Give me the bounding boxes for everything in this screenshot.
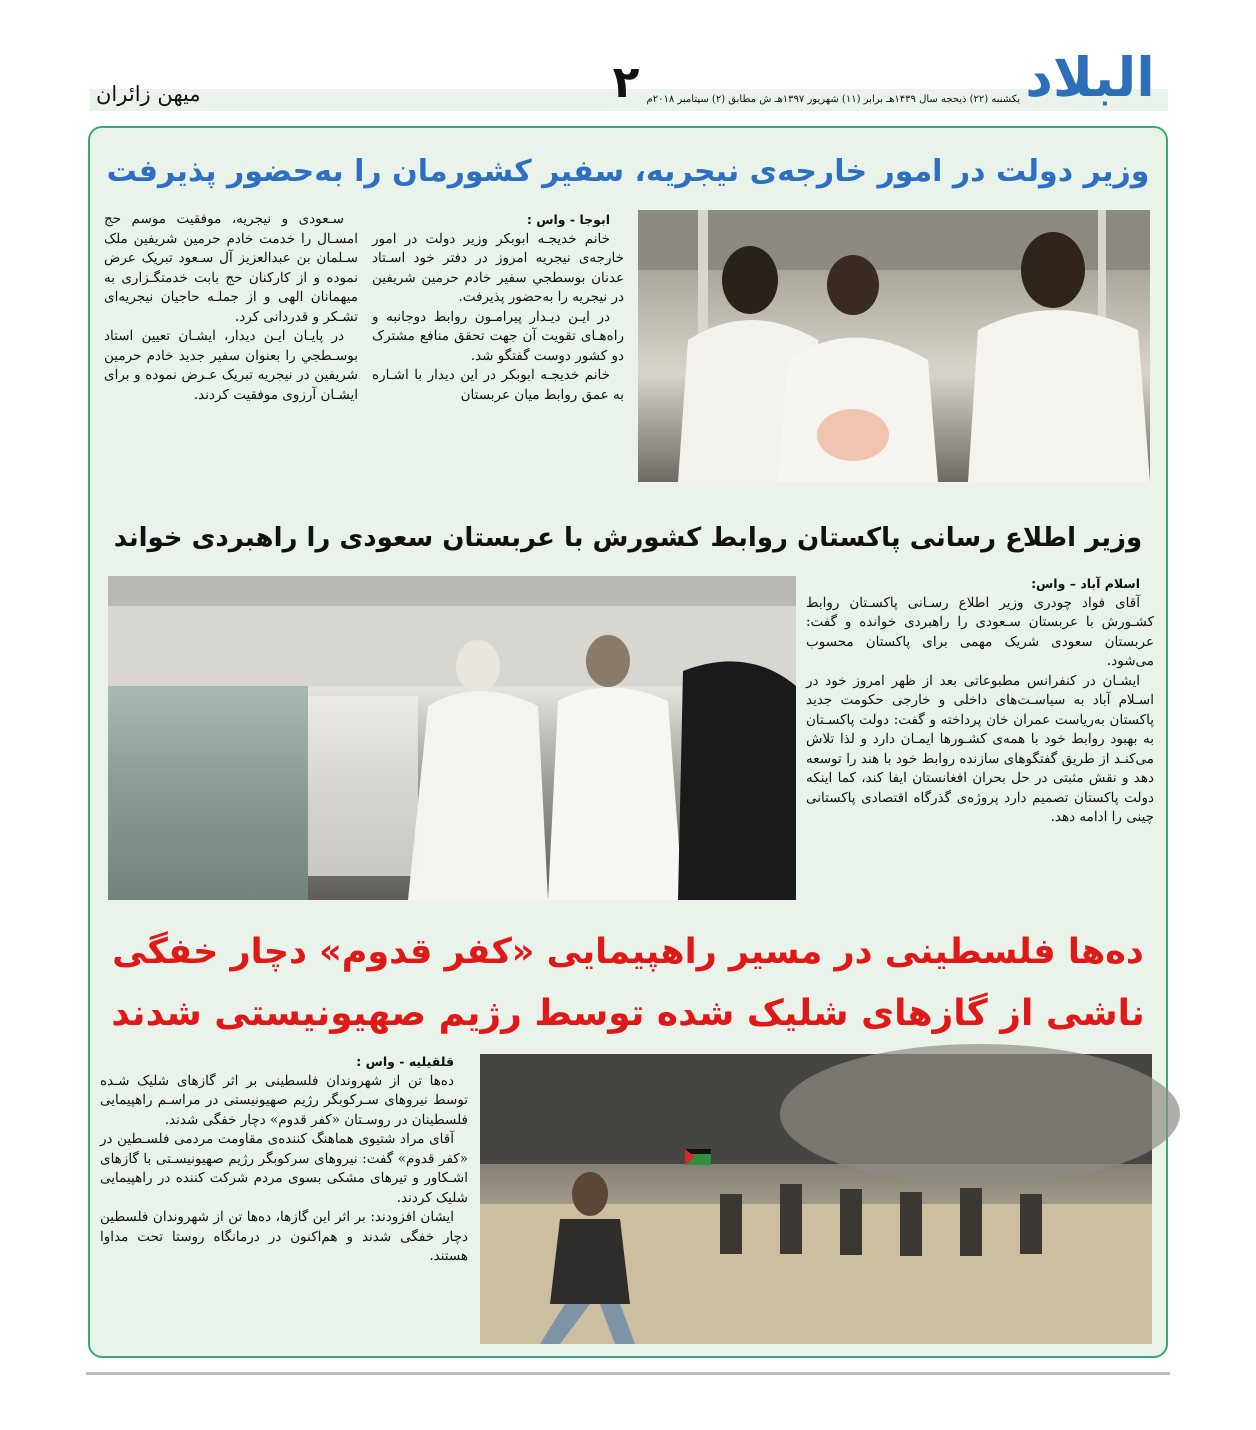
article1-paragraph: در ايـن ديـدار پيرامـون روابط دوجانبه و راه‌هـای تقويت آن جهت تحقق منافع مشترک دو كشور دوست گفتگو شد. <box>372 308 624 364</box>
airport-terminal-illustration <box>108 576 796 900</box>
article1-column-1 <box>372 210 624 486</box>
article3-paragraph: آقای مراد شتيوی هماهنگ كننده‌ی مقاومت مردمی فلسـطين در «كفر قدوم» گفت: نيروهای سركوبگر رژيم صهيونيسـتی با گازهای اشـكاور و تيرهای مشكی بسوی مردم شركت كننده در راهپيمايی شليک كردند. <box>100 1131 468 1206</box>
article1-column-2 <box>104 210 358 486</box>
article2-body <box>806 574 1154 898</box>
section-title: ميهن زائران <box>96 82 201 106</box>
article2-paragraph: ايشـان در كنفرانس مطبوعاتی بعد از ظهر امروز خود در اسـلام آباد به سياسـت‌های داخلی و خارجی حكومت جديد پاكستان به‌رياست عمران خان پرداخته و گفت: دولت پاكسـتان به بهبود روابط خود با همه‌ی كشـورها ايمـان دارد و لذا تلاش می‌كنـد از طريق گفتگوهای سازنده روابط خود با هند را توسعه دهد و نقش مثبتی در حل بحران افغانستان ايفا كند، كما اينكه دولت پاكستان تصميم دارد پروژه‌ی گذرگاه اقتصادی پاكستانی چينی را ادامه دهد. <box>806 672 1154 825</box>
article2-dateline: اسلام آباد – واس: <box>1031 576 1140 591</box>
article3-body <box>100 1052 468 1344</box>
page-number: ۲ <box>612 57 640 108</box>
pilgrims-bus-illustration <box>638 210 1150 482</box>
footer-divider <box>86 1372 1170 1375</box>
article2-paragraph: آقای فواد چودری وزير اطلاع رسـانی پاكسـتان روابط كشـورش با عربستان سـعودی را راهبردی خوانده و گفت: عربستان سعودی شريک مهمی برای پاكستان محسوب می‌شود. <box>806 594 1154 669</box>
article2-headline: وزير اطلاع رسانی پاكستان روابط كشورش با عربستان سعودی را راهبردی خواند <box>113 523 1143 553</box>
article1-paragraph: سـعودی و نيجريه، موفقيت موسم حج امسـال را خدمت خادم حرمين شريفين ملک سـلمان بن عبدالعزيز آل سـعود تبريک عرض نموده و از كاركنان حج بابت خدمتگـزاری به ميهمانان الهی و از جملـه حاجيان نيجريه‌ای تشـكر و قدردانی كرد. <box>104 211 358 325</box>
article1-dateline: ابوجا - واس : <box>526 212 610 227</box>
article1-paragraph: در پايـان ايـن ديدار، ايشـان تعيين استاد بوسـطجي را بعنوان سفير جديد خادم حرمين شريفين در نيجريه تبريک عـرض نموده و برای ايشـان آرزوی موفقيت كردند. <box>104 328 358 403</box>
article1-headline: وزير دولت در امور خارجه‌ی نيجريه، سفير كشورمان را به‌حضور پذيرفت <box>106 154 1150 189</box>
article3-headline-line2: ناشی از گازهای شليک شده توسط رژيم صهيونيستی شدند <box>111 993 1145 1034</box>
protest-photo <box>480 1054 1152 1344</box>
article3-headline-line1: ده‌ها فلسطينی در مسير راهپيمايی «كفر قدوم» دچار خفگی <box>112 932 1144 972</box>
article3-paragraph: ايشان افزودند: بر اثر اين گازها، ده‌ها تن از شهروندان فلسطين دچار خفگی شدند و هم‌اكنون در درمانگاه روستا تحت مداوا هستند. <box>100 1209 468 1264</box>
issue-date: يكشنبه (۲۲) ذيحجه سال ۱۴۳۹هـ برابر (۱۱) شهريور ۱۳۹۷هـ ش مطابق (۲) سپتامبر ۲۰۱۸م <box>646 94 1020 105</box>
article3-paragraph: ده‌ها تن از شهروندان فلسطينی بر اثر گازهای شليک شـده توسط نيروهای سـركوبگر رژيم صهيونيستی در مراسـم راهپيمايی فلسطينان در روسـتان «كفر قدوم» دچار خفگی شدند. <box>100 1072 468 1128</box>
pilgrims-bus-photo <box>638 210 1150 482</box>
newspaper-logo: البلاد <box>1025 46 1155 109</box>
airport-terminal-photo <box>108 576 796 900</box>
article1-paragraph: خانم خديجـه ابوبكر وزير دولت در امور خارجه‌ی نيجريه امروز در دفتر خود اسـتاد عدنان بوسطجي سفير خادم حرمين شريفين در نيجريه را به‌حضور پذيرفت. <box>372 230 624 305</box>
protest-illustration <box>480 1054 1152 1344</box>
article3-dateline: قلقيليه - واس : <box>356 1054 454 1069</box>
article1-paragraph: خانم خديجـه ابوبكر در اين ديدار با اشـاره به عمق روابط ميان عربستان <box>372 367 624 403</box>
